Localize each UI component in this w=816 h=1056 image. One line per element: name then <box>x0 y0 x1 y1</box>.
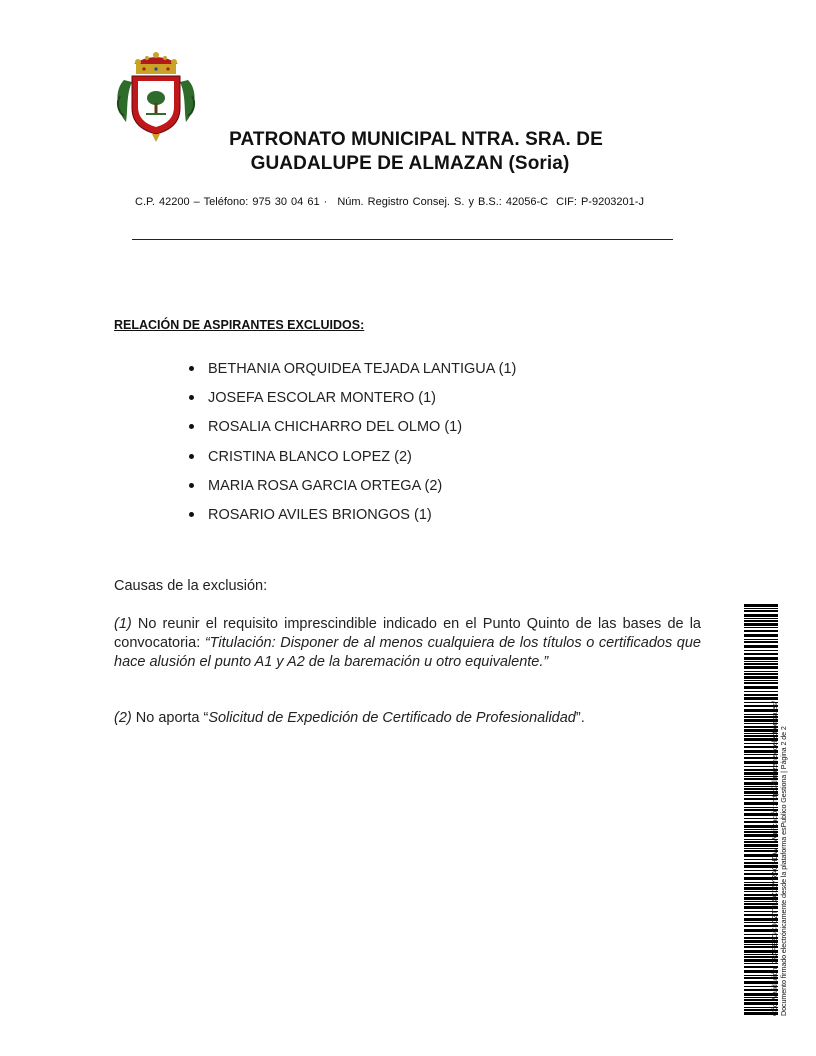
title-line-1: PATRONATO MUNICIPAL NTRA. SRA. DE <box>229 129 603 150</box>
validation-line-2: Documento firmado electrónicamente desde la plataforma esPublico Gestiona | Página 2 de 2 <box>779 726 788 1016</box>
cause-1-paragraph <box>114 615 701 672</box>
causes-title: Causas de la exclusión: <box>114 578 268 594</box>
cause-2-text: No aporta “ <box>131 710 209 726</box>
excluded-list <box>186 358 516 533</box>
cause-1-ref: (1) <box>114 616 132 632</box>
list-item: ROSARIO AVILES BRIONGOS (1) <box>186 504 516 533</box>
cause-2-paragraph <box>114 709 701 728</box>
cause-2-quote: Solicitud de Expedición de Certificado de Profesionalidad <box>208 710 576 726</box>
contact-info <box>135 196 695 208</box>
header-divider <box>132 239 673 240</box>
list-item: CRISTINA BLANCO LOPEZ (2) <box>186 446 516 475</box>
section-title: RELACIÓN DE ASPIRANTES EXCLUIDOS: <box>114 318 365 332</box>
contact-registry: Núm. Registro Consej. S. y B.S.: 42056-C <box>337 196 549 208</box>
contact-phone: C.P. 42200 – Teléfono: 975 30 04 61 · <box>135 196 328 208</box>
page-title <box>150 128 670 176</box>
cause-2-ref: (2) <box>114 710 132 726</box>
list-item: JOSEFA ESCOLAR MONTERO (1) <box>186 387 516 416</box>
list-item: MARIA ROSA GARCIA ORTEGA (2) <box>186 475 516 504</box>
validation-stamp-text <box>770 604 788 1016</box>
list-item: ROSALIA CHICHARRO DEL OLMO (1) <box>186 416 516 445</box>
cause-1-quote: “Titulación: Disponer de al menos cualquiera de los títulos o certificados que hace alusión el punto A1 y A2 de la baremación u otro equivalente.” <box>114 635 701 670</box>
cause-2-end: ”. <box>575 710 585 726</box>
contact-cif: CIF: P-9203201-J <box>556 196 644 208</box>
cause-1-text: No reunir el requisito imprescindible indicado en el Punto Quinto de las bases de la convocatoria: <box>114 616 701 651</box>
list-item: BETHANIA ORQUIDEA TEJADA LANTIGUA (1) <box>186 358 516 387</box>
title-line-2: GUADALUPE DE ALMAZAN (Soria) <box>250 153 570 174</box>
validation-line-1: Cód. Validación: 7PAFE2GC3CZTTLXCJ6YRAGHDW | Verificación: http://almazan.sedelectronica.es/ <box>770 701 779 1016</box>
